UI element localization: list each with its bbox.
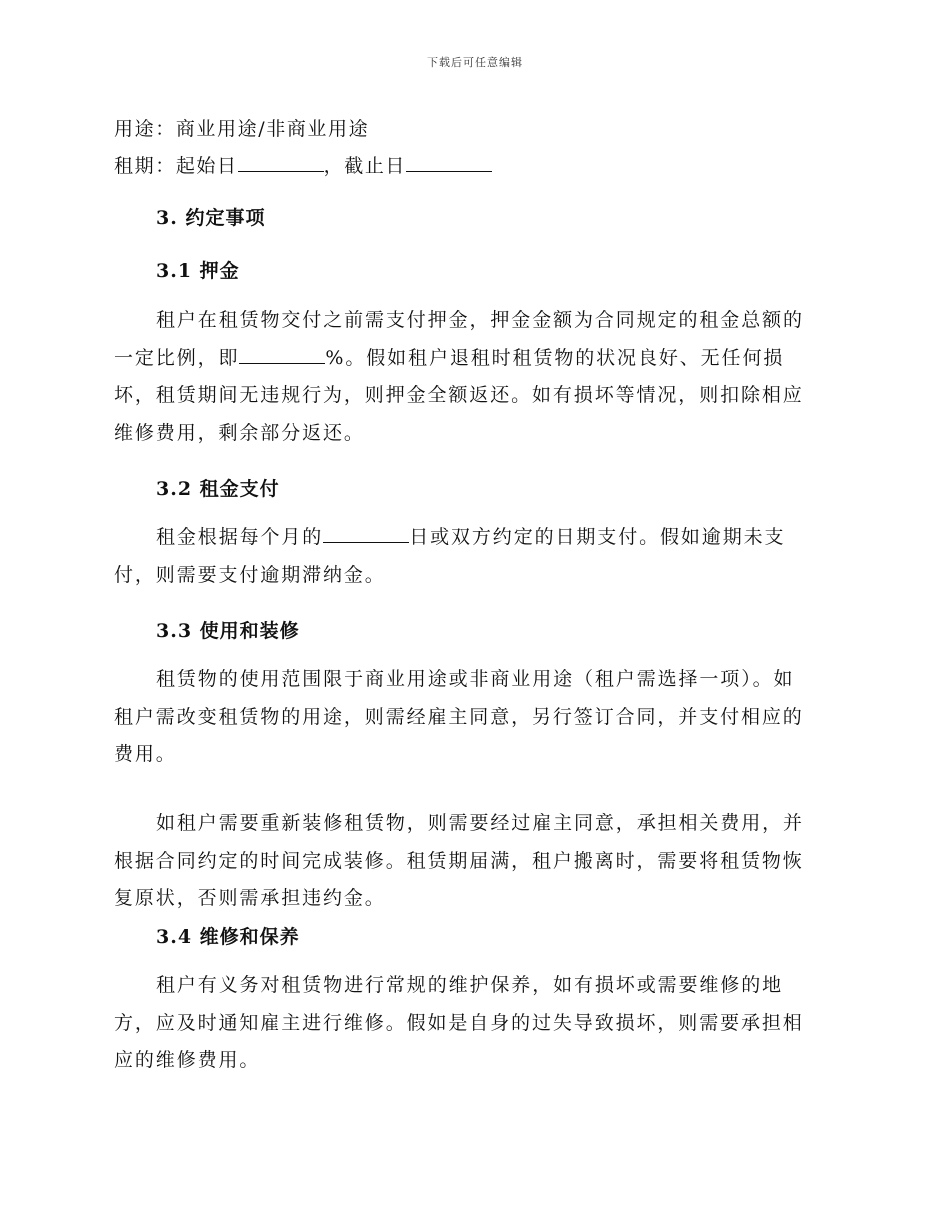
section-3-4-heading: 3.4 维修和保养 — [156, 926, 300, 948]
term-start-label: 起始日 — [175, 155, 238, 177]
section-3-3-paragraph-1 — [114, 661, 830, 774]
usage-line — [114, 114, 369, 141]
term-end-label: 截止日 — [344, 155, 407, 177]
term-end-blank[interactable] — [406, 153, 492, 172]
deposit-text-pre: 一定比例，即 — [114, 346, 240, 369]
section-3-heading: 3. 约定事项 — [156, 207, 266, 229]
para-line: 租户有义务对租赁物进行常规的维护保养，如有损坏或需要维修的地 — [156, 974, 784, 996]
term-label: 租期： — [114, 155, 176, 177]
rent-text-pre: 租金根据每个月的 — [156, 526, 324, 548]
usage-label: 用途： — [114, 118, 176, 140]
term-line — [114, 151, 492, 178]
section-3-1-paragraph — [114, 302, 830, 452]
para-line: 付，则需要支付逾期滞纳金。 — [114, 563, 386, 586]
deposit-percent-blank[interactable] — [239, 345, 325, 364]
section-3-2-paragraph — [114, 519, 830, 594]
section-3-3-heading: 3.3 使用和装修 — [156, 620, 300, 642]
para-line: 应的维修费用。 — [114, 1049, 261, 1071]
section-3-2-heading: 3.2 租金支付 — [156, 478, 280, 500]
para-line: 坏，租赁期间无违规行为，则押金全额返还。如有损坏等情况，则扣除相应 — [114, 384, 804, 406]
para-line: 如租户需要重新装修租赁物，则需要经过雇主同意，承担相关费用，并 — [156, 812, 804, 834]
term-start-blank[interactable] — [238, 153, 324, 172]
para-line: 费用。 — [114, 743, 177, 765]
para-line: 根据合同约定的时间完成装修。租赁期届满，租户搬离时，需要将租赁物恢 — [114, 849, 804, 872]
term-separator: ， — [323, 155, 345, 177]
deposit-text-post: %。假如租户退租时租赁物的状况良好、无任何损 — [325, 346, 785, 369]
para-line: 复原状，否则需承担违约金。 — [114, 887, 386, 909]
rent-text-post: 日或双方约定的日期支付。假如逾期未支 — [409, 526, 786, 548]
para-line — [114, 340, 830, 378]
rent-day-blank[interactable] — [323, 524, 409, 543]
section-3-1-heading: 3.1 押金 — [156, 260, 240, 282]
para-line: 维修费用，剩余部分返还。 — [114, 421, 365, 444]
para-line: 租户需改变租赁物的用途，则需经雇主同意，另行签订合同，并支付相应的 — [114, 705, 804, 728]
para-line: 租赁物的使用范围限于商业用途或非商业用途（租户需选择一项）。如 — [156, 668, 795, 690]
page-header: 下载后可任意编辑 — [427, 56, 523, 69]
usage-value: 商业用途/非商业用途 — [175, 118, 370, 140]
section-3-3-paragraph-2 — [114, 805, 830, 918]
para-line — [114, 519, 830, 557]
para-line: 方，应及时通知雇主进行维修。假如是自身的过失导致损坏，则需要承担相 — [114, 1011, 804, 1034]
section-3-4-paragraph — [114, 967, 830, 1080]
para-line: 租户在租赁物交付之前需支付押金，押金金额为合同规定的租金总额的 — [156, 309, 804, 331]
